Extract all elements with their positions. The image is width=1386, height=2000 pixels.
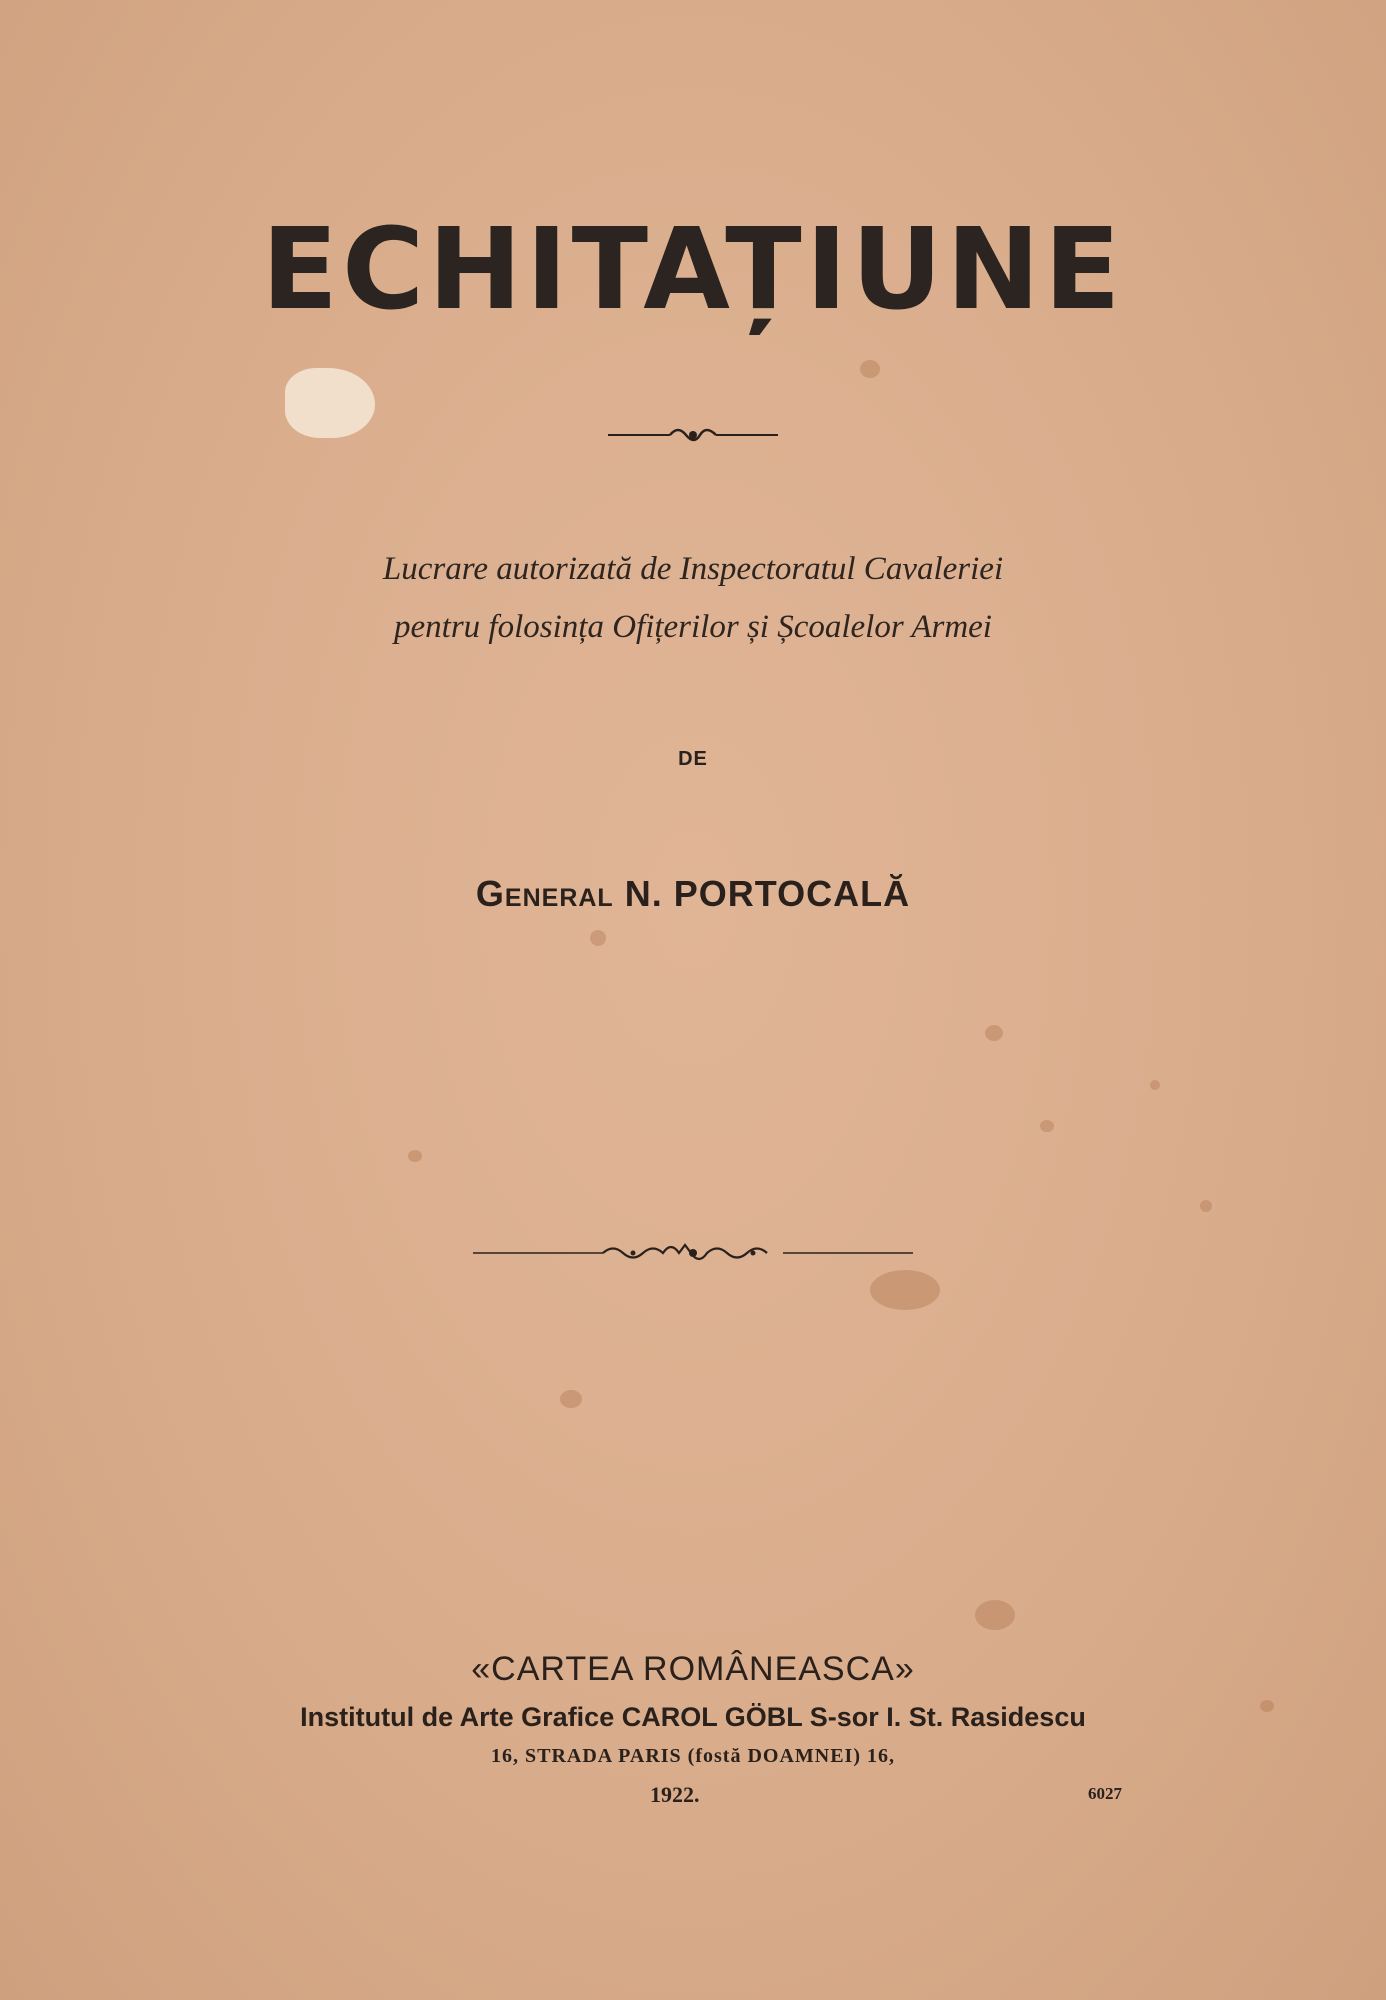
subtitle-line: pentru folosința Ofițerilor și Școalelor Armei [394, 609, 992, 645]
foxing-spot [1150, 1080, 1160, 1090]
foxing-spot [860, 360, 880, 378]
book-title: ECHITAȚIUNE [261, 205, 1125, 335]
publication-year: 1922. [650, 1782, 700, 1807]
foxing-spot [975, 1600, 1015, 1630]
foxing-spot [590, 930, 606, 946]
publisher-name: «CARTEA ROMÂNEASCA» [471, 1650, 915, 1688]
foxing-spot [870, 1270, 940, 1310]
long-flourish-divider-icon [473, 1238, 913, 1268]
foxing-spot [1200, 1200, 1212, 1212]
printer-address: 16, STRADA PARIS (fostă DOAMNEI) 16, [491, 1745, 895, 1767]
printing-institute: Institutul de Arte Grafice CAROL GÖBL S-sor I. St. Rasidescu [300, 1702, 1086, 1732]
author-name: N. PORTOCALĂ [624, 873, 911, 914]
small-flourish-divider-icon [608, 420, 778, 450]
by-label: DE [678, 748, 708, 770]
subtitle-block [0, 540, 1386, 656]
author-line [0, 873, 1386, 915]
foxing-spot [560, 1390, 582, 1408]
foxing-spot [1040, 1120, 1054, 1132]
subtitle-line: Lucrare autorizată de Inspectoratul Cavaleriei [382, 551, 1004, 587]
author-rank: General [475, 873, 614, 914]
print-code: 6027 [1088, 1784, 1122, 1803]
foxing-spot [985, 1025, 1003, 1041]
foxing-spot [408, 1150, 422, 1162]
long-flourish-divider [0, 1238, 1386, 1268]
small-flourish-divider [0, 420, 1386, 450]
